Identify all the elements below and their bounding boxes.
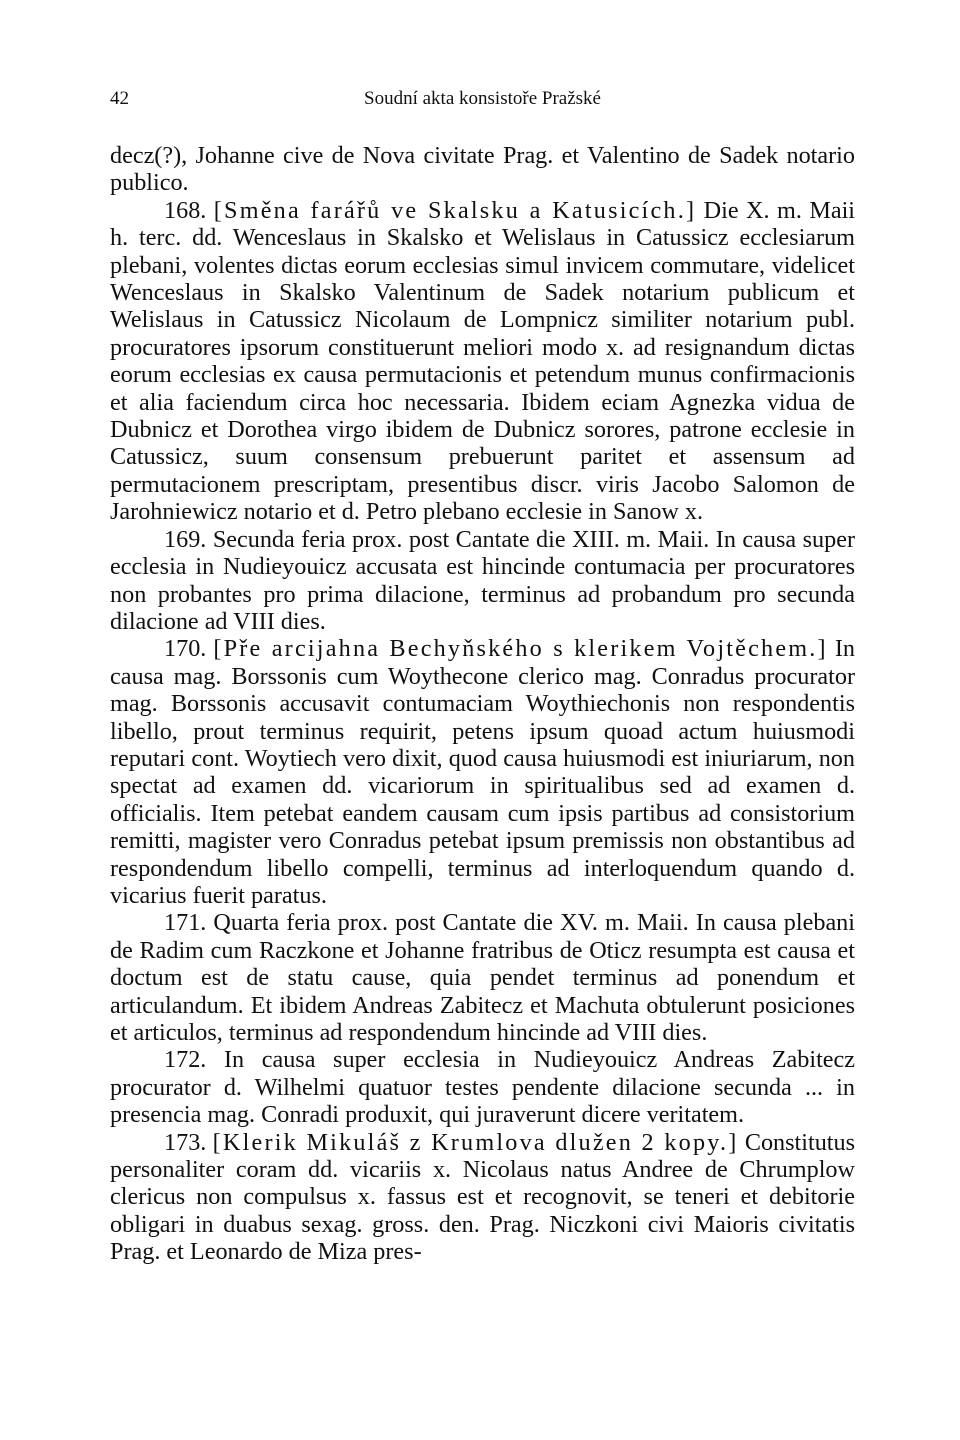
entry-text: Secunda feria prox. post Cantate die XIII. m. Maii. In causa super ecclesia in Nudieyouicz accusata est hincinde contumacia per procuratores non probantes pro prima dilacione, terminus ad probandum pro secunda dilacione ad VIII dies. — [110, 525, 855, 635]
entry-heading: [Pře arcijahna Bechyňského s klerikem Vojtěchem.] — [213, 635, 828, 663]
entry-text: Die X. m. Maii h. terc. dd. Wenceslaus in Skalsko et Welislaus in Catussicz ecclesiarum plebani, volentes dictas eorum ecclesias simul invicem commutare, videlicet Wenceslaus in Skalsko Valentinum de Sadek notarium publicum et Welislaus in Catussicz Nicolaum de Lompnicz similiter notarium publ. procuratores ipsorum constituerunt meliori modo x. ad resignandum dictas eorum ecclesias ex causa permutacionis et petendum munus confirmacionis et alia faciendum circa hoc necessaria. Ibidem eciam Agnezka vidua de Dubnicz et Dorothea virgo ibidem de Dubnicz sorores, patrone ecclesie in Catussicz, suum consensum prebuerunt paritet et assensum ad permutacionem prescriptam, presentibus discr. viris Jacobo Salomon de Jarohniewicz notario et d. Petro plebano ecclesie in Sanow x. — [110, 196, 856, 526]
entry-173 — [110, 1129, 855, 1266]
entry-168 — [110, 197, 855, 526]
entry-number: 169. — [164, 525, 207, 553]
entry-text: Constitutus personaliter coram dd. vicariis x. Nicolaus natus Andree de Chrumplow clericus non compulsus x. fassus est et recognovit, se teneri et debitorie obligari in duabus sexag. gross. den. Prag. Niczkoni civi Maioris civitatis Prag. et Leonardo de Miza pres- — [110, 1128, 856, 1266]
entry-text: Quarta feria prox. post Cantate die XV. m. Maii. In causa plebani de Radim cum Raczkone et Johanne fratribus de Oticz resumpta est causa et doctum est de statu cause, quia pendet terminus ad ponendum et articulandum. Et ibidem Andreas Zabitecz et Machuta obtulerunt posiciones et articulos, terminus ad respondendum hincinde ad VIII dies. — [110, 909, 855, 1046]
paragraph-text: decz(?), Johanne cive de Nova civitate Prag. et Valentino de Sadek notario publico. — [110, 142, 855, 197]
entry-heading: [Klerik Mikuláš z Krumlova dlužen 2 kopy.] — [212, 1128, 739, 1156]
running-title: Soudní akta konsistoře Pražské — [364, 88, 601, 109]
entry-169 — [110, 526, 855, 636]
entry-171 — [110, 909, 855, 1046]
entry-text: In causa mag. Borssonis cum Woythecone clerico mag. Conradus procurator mag. Borssonis accusavit contumaciam Woythiechonis non respondentis libello, prout terminus requirit, petens ipsum quoad actum huiusmodi reputari cont. Woytiech vero dixit, quod causa huiusmodi est iniuriarum, non spectat ad examen dd. vicariorum in spiritualibus sed ad examen d. officialis. Item petebat eandem causam cum ipsis partibus ad consistorium remitti, magister vero Conradus petebat ipsum premissis non obstantibus ad respondendum libello compelli, terminus ad interloquendum quando d. vicarius fuerit paratus. — [110, 635, 855, 909]
page-header — [110, 88, 855, 118]
entry-number: 173. — [164, 1128, 207, 1156]
entry-172 — [110, 1046, 855, 1128]
entry-text: In causa super ecclesia in Nudieyouicz Andreas Zabitecz procurator d. Wilhelmi quatuor testes pendente dilacione secunda ... in presencia mag. Conradi produxit, qui juraverunt dicere veritatem. — [110, 1046, 855, 1129]
page-number: 42 — [110, 88, 129, 109]
paragraph-continuation — [110, 142, 855, 197]
entry-heading: [Směna farářů ve Skalsku a Katusicích.] — [213, 196, 697, 224]
entry-number: 168. — [164, 196, 207, 224]
entry-170 — [110, 635, 855, 909]
entry-number: 171. — [164, 909, 207, 937]
entry-number: 172. — [164, 1046, 207, 1074]
document-body — [110, 142, 855, 1266]
entry-number: 170. — [164, 635, 207, 663]
